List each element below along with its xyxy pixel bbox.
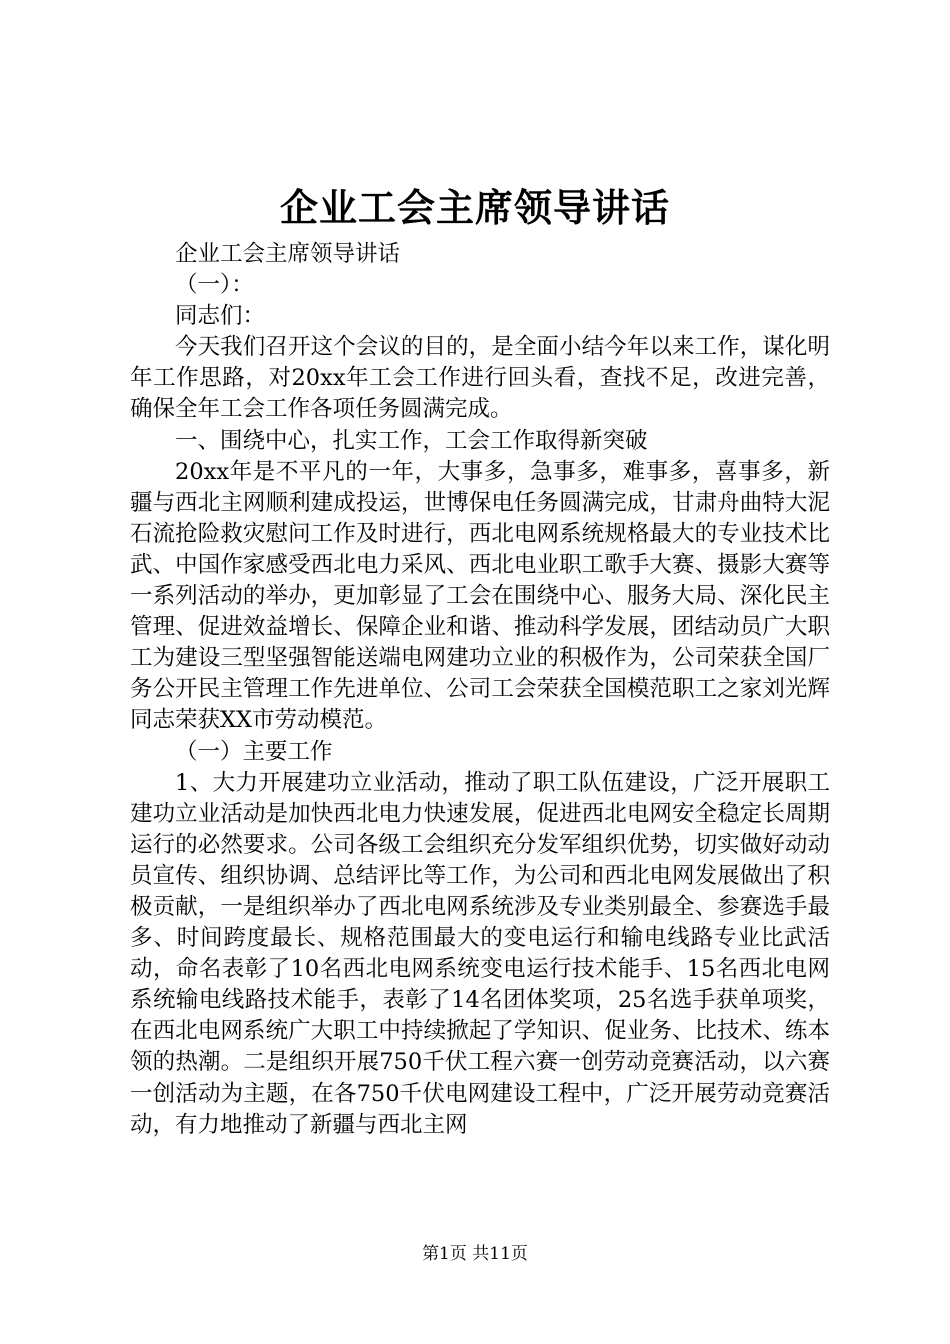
paragraph-intro: 今天我们召开这个会议的目的，是全面小结今年以来工作，谋化明年工作思路，对20xx年工会工作进行回头看，查找不足，改进完善，确保全年工会工作各项任务圆满完成。 [130, 334, 830, 423]
paragraph-subheading: （一）主要工作 [175, 738, 333, 765]
paragraph-heading-1: 一、围绕中心，扎实工作，工会工作取得新突破 [175, 427, 648, 454]
paragraph-salutation: 同志们： [175, 303, 266, 330]
document-title: 企业工会主席领导讲话 [279, 185, 670, 230]
page-number: 第1页 共11页 [422, 1244, 528, 1264]
paragraph-review: 20xx年是不平凡的一年，大事多，急事多，难事多，喜事多，新疆与西北主网顺利建成投运，世博保电任务圆满完成，甘肃舟曲特大泥石流抢险救灾慰问工作及时进行，西北电网系统规格最大的专业技术比武、中国作家感受西北电力采风、西北电业职工歌手大赛、摄影大赛等一系列活动的举办，更加彰显了工会在围绕中心、服务大局、深化民主管理、促进效益增长、保障企业和谐、推动科学发展，团结动员广大职工为建设三型坚强智能送端电网建功立业的积极作为，公司荣获全国厂务公开民主管理工作先进单位、公司工会荣获全国模范职工之家刘光辉同志荣获XX市劳动模范。 [130, 458, 830, 734]
paragraph-main-work: 1、大力开展建功立业活动，推动了职工队伍建设，广泛开展职工建功立业活动是加快西北电力快速发展，促进西北电网安全稳定长周期运行的必然要求。公司各级工会组织充分发军组织优势，切实做好动动员宣传、组织协调、总结评比等工作，为公司和西北电网发展做出了积极贡献，一是组织举办了西北电网系统涉及专业类别最全、参赛选手最多、时间跨度最长、规格范围最大的变电运行和输电线路专业比武活动，命名表彰了10名西北电网系统变电运行技术能手、15名西北电网系统输电线路技术能手，表彰了14名团体奖项，25名选手获单项奖，在西北电网系统广大职工中持续掀起了学知识、促业务、比技术、练本领的热潮。二是组织开展750千伏工程六赛一创劳动竞赛活动，以六赛一创活动为主题，在各750千伏电网建设工程中，广泛开展劳动竞赛活动，有力地推动了新疆与西北主网 [130, 769, 830, 1138]
paragraph-subtitle: 企业工会主席领导讲话 [175, 241, 401, 267]
paragraph-section-marker: （一）： [175, 272, 254, 299]
document-body [130, 239, 830, 1141]
